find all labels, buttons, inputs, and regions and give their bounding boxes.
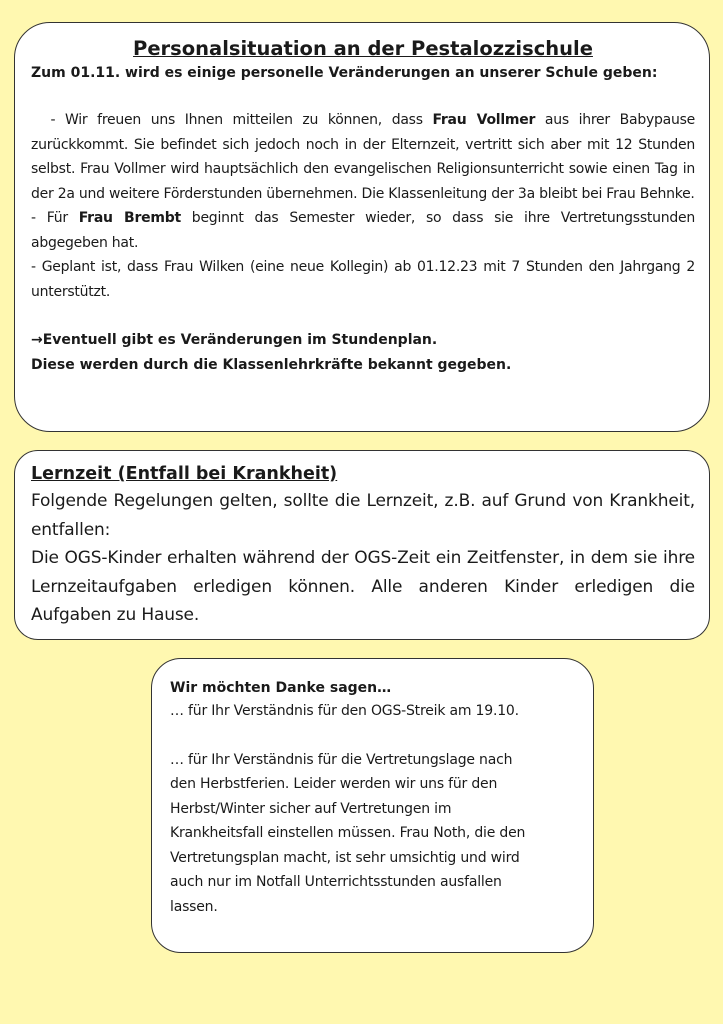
lernzeit-text: Folgende Regelungen gelten, sollte die Lernzeit, z.B. auf Grund von Krankheit, entfallen:	[31, 491, 695, 540]
lernzeit-text-2: Die OGS-Kinder erhalten während der OGS-Zeit ein Zeitfenster, in dem sie ihre Lernzeitaufgaben erledigen können. Alle anderen Kinder erledigen die Aufgaben zu Hause.	[31, 548, 695, 625]
personalsituation-intro: Zum 01.11. wird es einige personelle Veränderungen an unserer Schule geben:	[31, 65, 658, 81]
paragraph-vollmer-end: aus ihrer Babypause zurückkommt. Sie befindet sich jedoch noch in der Elternzeit, vertritt sich aber mit 12 Stunden selbst. Frau Vollmer wird hauptsächlich den evangelischen Religionsunterricht sowie einen Tag in der 2a und weitere Förderstunden übernehmen. Die Klassenleitung der 3a bleibt bei Frau Behnke.	[31, 112, 696, 202]
danke-line-streik: … für Ihr Verständnis für den OGS-Streik am 19.10.	[170, 703, 519, 719]
note-klassenlehrkraefte: Diese werden durch die Klassenlehrkräfte bekannt gegeben.	[31, 356, 512, 373]
danke-vertretung-line: Vertretungsplan macht, ist sehr umsichtig und wird	[170, 849, 520, 866]
danke-title: Wir möchten Danke sagen…	[170, 680, 392, 696]
paragraph-vollmer-start: - Wir freuen uns Ihnen mitteilen zu können, dass	[31, 112, 433, 128]
danke-vertretung-line: Herbst/Winter sicher auf Vertretungen im	[170, 800, 452, 817]
danke-vertretung-line: lassen.	[170, 898, 218, 915]
paragraph-wilken: - Geplant ist, dass Frau Wilken (eine neue Kollegin) ab 01.12.23 mit 7 Stunden den Jahrgang 2 unterstützt.	[31, 259, 695, 300]
danke-vertretung-line: den Herbstferien. Leider werden wir uns für den	[170, 776, 498, 792]
danke-vertretung-line: … für Ihr Verständnis für die Vertretungslage nach	[170, 751, 513, 768]
danke-vertretung-line: Krankheitsfall einstellen müssen. Frau Noth, die den	[170, 825, 526, 841]
name-brembt: Frau Brembt	[78, 210, 181, 226]
lernzeit-section	[14, 450, 710, 640]
note-stundenplan: →Eventuell gibt es Veränderungen im Stundenplan.	[31, 332, 438, 348]
personalsituation-section	[14, 22, 710, 432]
danke-paragraph-vertretung	[170, 748, 577, 920]
personalsituation-title: Personalsituation an der Pestalozzischule	[133, 37, 593, 60]
paragraph-brembt	[31, 206, 695, 255]
paragraph-brembt-end: beginnt das Semester wieder, so dass sie ihre Vertretungsstunden abgegeben hat.	[31, 210, 695, 251]
paragraph-brembt-start: - Für	[31, 210, 79, 226]
danke-section	[151, 658, 594, 953]
danke-vertretung-line: auch nur im Notfall Unterrichtsstunden ausfallen	[170, 874, 502, 890]
paragraph-vollmer	[31, 108, 695, 206]
name-vollmer: Frau Vollmer	[432, 112, 536, 128]
lernzeit-title: Lernzeit (Entfall bei Krankheit)	[31, 464, 338, 484]
